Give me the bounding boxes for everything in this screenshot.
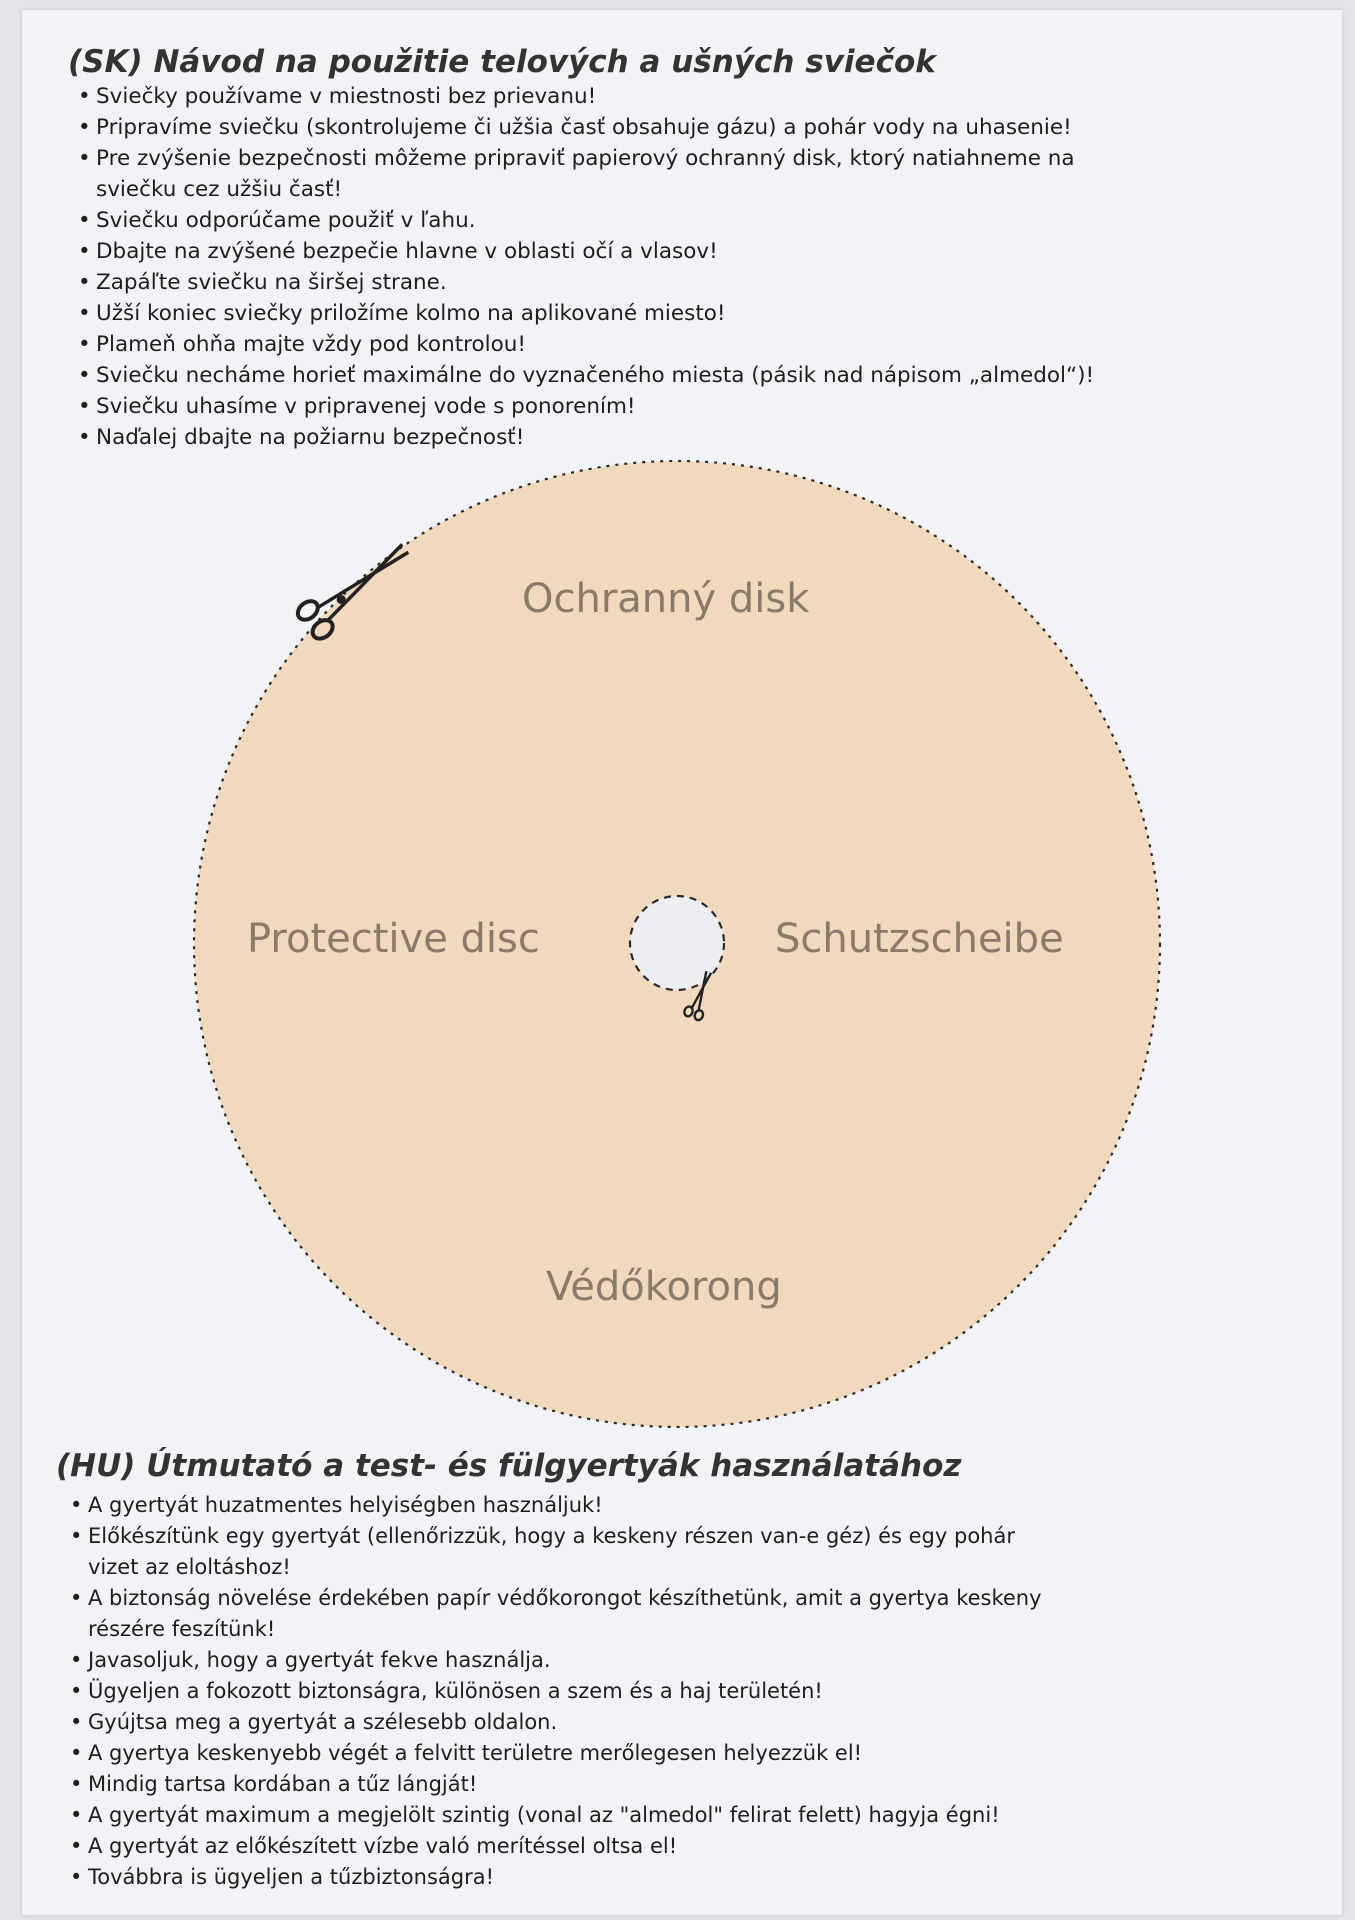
bullet-icon: • bbox=[78, 146, 91, 171]
list-item bbox=[68, 1831, 1042, 1862]
list-item-text: A gyertyát huzatmentes helyiségben használjuk! bbox=[88, 1493, 603, 1517]
bullet-icon: • bbox=[70, 1741, 83, 1765]
list-item-text: Pripravíme sviečku (skontrolujeme či užšia časť obsahuje gázu) a pohár vody na uhasenie! bbox=[96, 115, 1072, 140]
list-item-text: Pre zvýšenie bezpečnosti môžeme pripraviť papierový ochranný disk, ktorý natiahneme na bbox=[96, 146, 1075, 171]
bullet-icon: • bbox=[78, 115, 91, 140]
list-item-text: Dbajte na zvýšené bezpečie hlavne v oblasti očí a vlasov! bbox=[96, 239, 718, 264]
bullet-icon: • bbox=[70, 1772, 83, 1796]
list-item-text: részére feszítünk! bbox=[88, 1617, 276, 1641]
list-item bbox=[68, 1583, 1042, 1645]
list-item-text: vizet az eloltáshoz! bbox=[88, 1555, 291, 1579]
list-item-text: Gyújtsa meg a gyertyát a szélesebb oldalon. bbox=[88, 1710, 558, 1734]
bullet-icon: • bbox=[78, 301, 91, 326]
bullet-icon: • bbox=[70, 1834, 83, 1858]
list-item-text: Zapáľte sviečku na širšej strane. bbox=[96, 270, 447, 295]
bullet-icon: • bbox=[78, 394, 91, 419]
bullet-icon: • bbox=[78, 332, 91, 357]
list-item-text: Sviečky používame v miestnosti bez prievanu! bbox=[96, 84, 597, 109]
hu-instruction-list bbox=[68, 1490, 1042, 1893]
bullet-icon: • bbox=[70, 1803, 83, 1827]
list-item-text: Ügyeljen a fokozott biztonságra, különösen a szem és a haj területén! bbox=[88, 1679, 823, 1703]
list-item bbox=[68, 1645, 1042, 1676]
list-item bbox=[68, 1769, 1042, 1800]
bullet-icon: • bbox=[70, 1865, 83, 1889]
list-item-text: Sviečku uhasíme v pripravenej vode s ponorením! bbox=[96, 394, 636, 419]
bullet-icon: • bbox=[78, 270, 91, 295]
bullet-icon: • bbox=[70, 1679, 83, 1703]
bullet-icon: • bbox=[70, 1586, 83, 1610]
bullet-icon: • bbox=[70, 1524, 83, 1548]
list-item bbox=[68, 1521, 1042, 1583]
list-item-text: Mindig tartsa kordában a tűz lángját! bbox=[88, 1772, 478, 1796]
sk-heading: (SK) Návod na použitie telových a ušných sviečok bbox=[68, 44, 936, 80]
list-item-text: Sviečku necháme horieť maximálne do vyznačeného miesta (pásik nad nápisom „almedol“)! bbox=[96, 363, 1095, 388]
list-item bbox=[68, 1676, 1042, 1707]
list-item-text: A gyertyát maximum a megjelölt szintig (vonal az "almedol" felirat felett) hagyja égni! bbox=[88, 1803, 1000, 1827]
disc-label-slovak: Ochranný disk bbox=[522, 576, 810, 622]
list-item-text: A gyertyát az előkészített vízbe való merítéssel oltsa el! bbox=[88, 1834, 678, 1858]
bullet-icon: • bbox=[70, 1710, 83, 1734]
disc-label-english: Protective disc bbox=[247, 916, 540, 962]
list-item bbox=[68, 1738, 1042, 1769]
disc-label-hungarian: Védőkorong bbox=[546, 1264, 782, 1310]
bullet-icon: • bbox=[70, 1648, 83, 1672]
list-item bbox=[68, 1707, 1042, 1738]
list-item-text: Plameň ohňa majte vždy pod kontrolou! bbox=[96, 332, 527, 357]
bullet-icon: • bbox=[78, 239, 91, 264]
bullet-icon: • bbox=[78, 363, 91, 388]
list-item-text: A biztonság növelése érdekében papír védőkorongot készíthetünk, amit a gyertya keskeny bbox=[88, 1586, 1042, 1610]
list-item-text: A gyertya keskenyebb végét a felvitt területre merőlegesen helyezzük el! bbox=[88, 1741, 863, 1765]
list-item-text: Előkészítünk egy gyertyát (ellenőrizzük, hogy a keskeny részen van-e géz) és egy pohár bbox=[88, 1524, 1015, 1548]
list-item-text: sviečku cez užšiu časť! bbox=[96, 177, 343, 202]
disc-label-german: Schutzscheibe bbox=[775, 916, 1064, 962]
list-item-text: Naďalej dbajte na požiarnu bezpečnosť! bbox=[96, 425, 525, 450]
list-item bbox=[68, 1490, 1042, 1521]
list-item-text: Továbbra is ügyeljen a tűzbiztonságra! bbox=[88, 1865, 495, 1889]
hu-heading: (HU) Útmutató a test- és fülgyertyák használatához bbox=[56, 1448, 962, 1484]
bullet-icon: • bbox=[78, 208, 91, 233]
list-item-text: Sviečku odporúčame použiť v ľahu. bbox=[96, 208, 476, 233]
list-item bbox=[68, 1862, 1042, 1893]
bullet-icon: • bbox=[70, 1493, 83, 1517]
list-item-text: Užší koniec sviečky priložíme kolmo na aplikované miesto! bbox=[96, 301, 726, 326]
bullet-icon: • bbox=[78, 84, 91, 109]
bullet-icon: • bbox=[78, 425, 91, 450]
list-item-text: Javasoljuk, hogy a gyertyát fekve használja. bbox=[88, 1648, 551, 1672]
list-item bbox=[68, 1800, 1042, 1831]
